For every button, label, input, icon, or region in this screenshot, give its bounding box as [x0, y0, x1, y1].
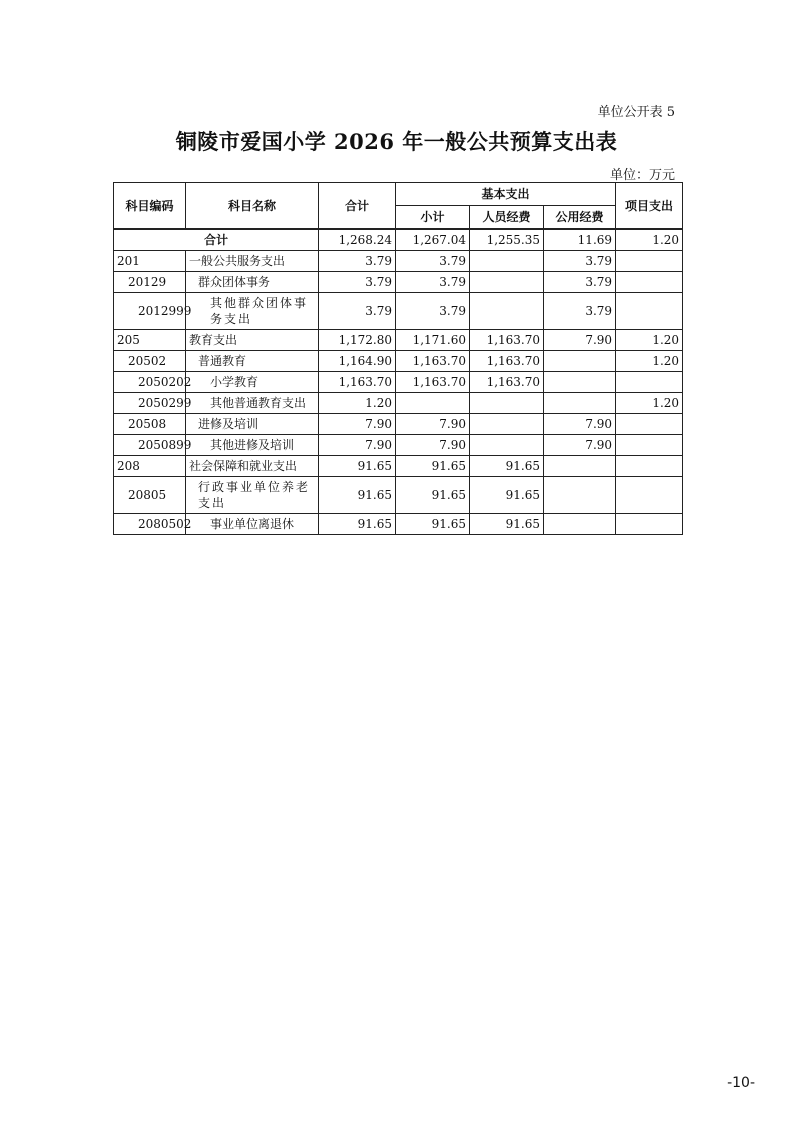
- total-project: 1.20: [616, 229, 683, 251]
- row-code: 208: [114, 456, 186, 477]
- row-personnel: [470, 293, 544, 330]
- row-subtotal: 1,171.60: [396, 330, 470, 351]
- table-row: [114, 456, 683, 477]
- total-total: 1,268.24: [319, 229, 396, 251]
- row-name: 其他群众团体事务支出: [186, 293, 319, 330]
- row-personnel: [470, 272, 544, 293]
- row-total: 91.65: [319, 477, 396, 514]
- row-total: 3.79: [319, 293, 396, 330]
- header-code: 科目编码: [114, 183, 186, 230]
- row-total: 1,164.90: [319, 351, 396, 372]
- header-project: 项目支出: [616, 183, 683, 230]
- row-name: 其他普通教育支出: [186, 393, 319, 414]
- budget-table: [113, 182, 683, 535]
- row-total: 1,163.70: [319, 372, 396, 393]
- row-personnel: 1,163.70: [470, 330, 544, 351]
- row-total: 7.90: [319, 414, 396, 435]
- row-personnel: 91.65: [470, 514, 544, 535]
- row-name: 一般公共服务支出: [186, 251, 319, 272]
- table-row: [114, 330, 683, 351]
- row-public: 3.79: [544, 251, 616, 272]
- row-subtotal: 3.79: [396, 272, 470, 293]
- row-total: 91.65: [319, 514, 396, 535]
- table-row: [114, 293, 683, 330]
- row-personnel: 91.65: [470, 456, 544, 477]
- table-row: [114, 393, 683, 414]
- row-project: [616, 435, 683, 456]
- row-public: [544, 477, 616, 514]
- row-public: 3.79: [544, 272, 616, 293]
- total-label: 合计: [114, 229, 319, 251]
- row-total: 1,172.80: [319, 330, 396, 351]
- row-personnel: 1,163.70: [470, 372, 544, 393]
- row-subtotal: 3.79: [396, 293, 470, 330]
- row-code: 2012999: [114, 293, 186, 330]
- total-row: [114, 229, 683, 251]
- row-public: [544, 456, 616, 477]
- table-row: [114, 414, 683, 435]
- row-project: [616, 456, 683, 477]
- row-subtotal: 3.79: [396, 251, 470, 272]
- row-project: [616, 414, 683, 435]
- row-public: [544, 372, 616, 393]
- row-public: 3.79: [544, 293, 616, 330]
- table-row: [114, 514, 683, 535]
- table-row: [114, 372, 683, 393]
- table-row: [114, 272, 683, 293]
- row-subtotal: 91.65: [396, 456, 470, 477]
- header-total: 合计: [319, 183, 396, 230]
- row-personnel: [470, 251, 544, 272]
- total-subtotal: 1,267.04: [396, 229, 470, 251]
- row-personnel: [470, 414, 544, 435]
- row-code: 2080502: [114, 514, 186, 535]
- row-total: 91.65: [319, 456, 396, 477]
- table-row: [114, 477, 683, 514]
- row-subtotal: 91.65: [396, 477, 470, 514]
- row-public: [544, 351, 616, 372]
- row-project: 1.20: [616, 351, 683, 372]
- row-code: 2050299: [114, 393, 186, 414]
- row-project: [616, 251, 683, 272]
- row-name: 其他进修及培训: [186, 435, 319, 456]
- header-name: 科目名称: [186, 183, 319, 230]
- page-title: 铜陵市爱国小学 2026 年一般公共预算支出表: [175, 129, 618, 154]
- header-personnel: 人员经费: [470, 206, 544, 230]
- row-project: [616, 272, 683, 293]
- row-subtotal: 7.90: [396, 414, 470, 435]
- row-name: 小学教育: [186, 372, 319, 393]
- form-number: 单位公开表 5: [597, 105, 675, 120]
- row-total: 1.20: [319, 393, 396, 414]
- row-name: 教育支出: [186, 330, 319, 351]
- row-project: 1.20: [616, 393, 683, 414]
- row-name: 群众团体事务: [186, 272, 319, 293]
- row-personnel: [470, 393, 544, 414]
- row-name: 社会保障和就业支出: [186, 456, 319, 477]
- row-project: [616, 372, 683, 393]
- row-subtotal: 91.65: [396, 514, 470, 535]
- total-personnel: 1,255.35: [470, 229, 544, 251]
- row-project: [616, 477, 683, 514]
- unit-label: 单位：万元: [609, 168, 675, 183]
- row-name: 行政事业单位养老支出: [186, 477, 319, 514]
- row-code: 20129: [114, 272, 186, 293]
- table-row: [114, 435, 683, 456]
- row-subtotal: 7.90: [396, 435, 470, 456]
- row-code: 2050899: [114, 435, 186, 456]
- table-row: [114, 251, 683, 272]
- row-personnel: 91.65: [470, 477, 544, 514]
- row-code: 20805: [114, 477, 186, 514]
- row-subtotal: [396, 393, 470, 414]
- row-total: 3.79: [319, 251, 396, 272]
- row-code: 20502: [114, 351, 186, 372]
- row-name: 进修及培训: [186, 414, 319, 435]
- row-code: 201: [114, 251, 186, 272]
- row-code: 2050202: [114, 372, 186, 393]
- row-personnel: 1,163.70: [470, 351, 544, 372]
- row-public: 7.90: [544, 414, 616, 435]
- row-code: 205: [114, 330, 186, 351]
- row-total: 7.90: [319, 435, 396, 456]
- row-code: 20508: [114, 414, 186, 435]
- row-project: [616, 293, 683, 330]
- row-name: 事业单位离退休: [186, 514, 319, 535]
- row-personnel: [470, 435, 544, 456]
- row-public: [544, 393, 616, 414]
- row-total: 3.79: [319, 272, 396, 293]
- row-project: 1.20: [616, 330, 683, 351]
- page-number: -10-: [727, 1075, 755, 1091]
- row-subtotal: 1,163.70: [396, 351, 470, 372]
- header-subtotal: 小计: [396, 206, 470, 230]
- header-basic: 基本支出: [396, 183, 616, 206]
- row-name: 普通教育: [186, 351, 319, 372]
- row-public: [544, 514, 616, 535]
- total-public: 11.69: [544, 229, 616, 251]
- table-row: [114, 351, 683, 372]
- row-subtotal: 1,163.70: [396, 372, 470, 393]
- row-public: 7.90: [544, 330, 616, 351]
- row-public: 7.90: [544, 435, 616, 456]
- header-public: 公用经费: [544, 206, 616, 230]
- row-project: [616, 514, 683, 535]
